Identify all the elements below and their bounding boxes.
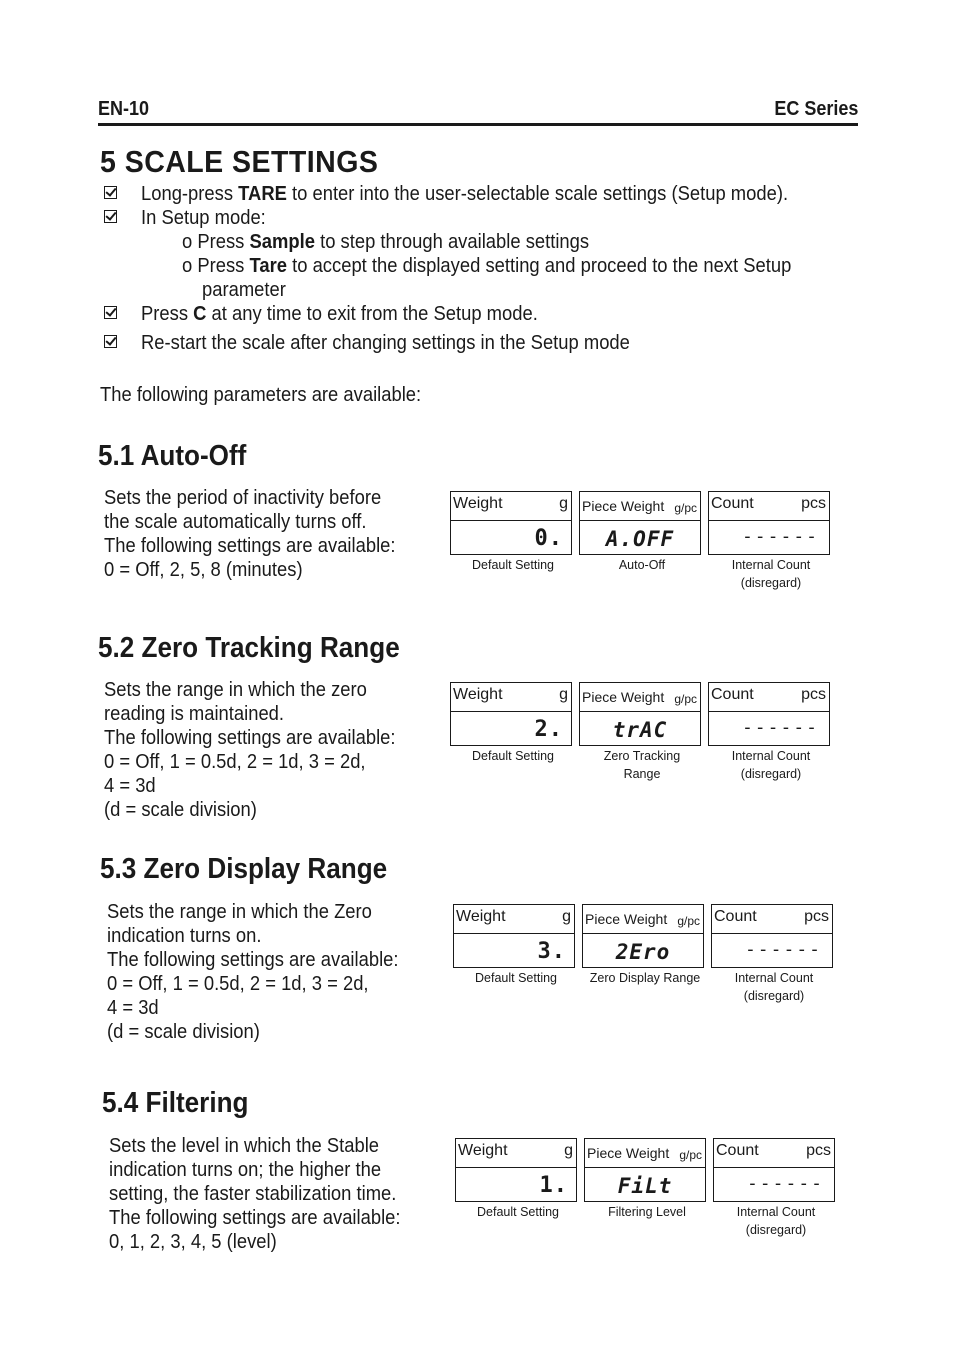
sub-bullet-tare: o Press Tare to accept the displayed setting and proceed to the next Setup bbox=[182, 255, 792, 277]
weight-display: Weight g 0. bbox=[450, 491, 572, 555]
caption-param: Filtering Level bbox=[608, 1205, 686, 1219]
count-display: Count pcs ------ bbox=[713, 1138, 835, 1202]
caption-count: Internal Count (disregard) bbox=[731, 749, 811, 781]
piece-weight-display: Piece Weight g/pc A.OFF bbox=[579, 491, 701, 555]
zero-tracking-text: Sets the range in which the zero reading is maintained. The following settings are available: 0 = Off, 1 = 0.5d, 2 = 1d, 3 = 2d, 4 = 3d (d = scale division) bbox=[104, 679, 396, 821]
weight-display: Weight g 2. bbox=[450, 682, 572, 746]
checkbox-icon bbox=[104, 335, 117, 348]
caption-count: Internal Count (disregard) bbox=[734, 971, 814, 1003]
count-display: Count pcs ------ bbox=[708, 682, 830, 746]
caption-param: Auto-Off bbox=[618, 558, 666, 572]
piece-weight-display: Piece Weight g/pc trAC bbox=[579, 682, 701, 746]
heading-zero-tracking: 5.2 Zero Tracking Range bbox=[98, 632, 400, 664]
heading-zero-display: 5.3 Zero Display Range bbox=[100, 853, 388, 885]
weight-display: Weight g 1. bbox=[455, 1138, 577, 1202]
sub-bullet-cont: parameter bbox=[202, 279, 286, 301]
weight-display: Weight g 3. bbox=[453, 904, 575, 968]
caption-default: Default Setting bbox=[472, 749, 554, 763]
bullet-press-c: Press C at any time to exit from the Setup mode. bbox=[141, 303, 538, 325]
page-number: EN-10 bbox=[98, 98, 150, 120]
intro-text: The following parameters are available: bbox=[100, 384, 422, 406]
count-display: Count pcs ------ bbox=[708, 491, 830, 555]
series-name: EC Series bbox=[773, 98, 858, 120]
bullet-setup-mode: In Setup mode: bbox=[141, 207, 266, 229]
heading-filtering: 5.4 Filtering bbox=[102, 1087, 249, 1119]
caption-count: Internal Count (disregard) bbox=[731, 558, 811, 590]
caption-default: Default Setting bbox=[472, 558, 554, 572]
auto-off-text: Sets the period of inactivity before the scale automatically turns off. The following settings are available: 0 = Off, 2, 5, 8 (minutes) bbox=[104, 487, 396, 581]
piece-weight-display: Piece Weight g/pc FiLt bbox=[584, 1138, 706, 1202]
caption-count: Internal Count (disregard) bbox=[736, 1205, 816, 1237]
header-rule bbox=[98, 123, 858, 126]
caption-default: Default Setting bbox=[477, 1205, 559, 1219]
section-title: 5 SCALE SETTINGS bbox=[100, 144, 379, 179]
caption-param: Zero Display Range bbox=[589, 971, 701, 985]
piece-weight-display: Piece Weight g/pc 2Ero bbox=[582, 904, 704, 968]
bullet-restart: Re-start the scale after changing settings in the Setup mode bbox=[141, 332, 630, 354]
count-display: Count pcs ------ bbox=[711, 904, 833, 968]
zero-display-text: Sets the range in which the Zero indication turns on. The following settings are available: 0 = Off, 1 = 0.5d, 2 = 1d, 3 = 2d, 4 = 3d (d = scale division) bbox=[107, 901, 399, 1043]
filtering-text: Sets the level in which the Stable indication turns on; the higher the setting, the faster stabilization time. The following settings are available: 0, 1, 2, 3, 4, 5 (level) bbox=[109, 1135, 401, 1253]
bullet-long-press: Long-press TARE to enter into the user-selectable scale settings (Setup mode). bbox=[141, 183, 789, 205]
caption-param: Zero Tracking Range bbox=[603, 749, 681, 781]
checkbox-icon bbox=[104, 306, 117, 319]
sub-bullet-sample: o Press Sample to step through available settings bbox=[182, 231, 590, 253]
checkbox-icon bbox=[104, 210, 117, 223]
checkbox-icon bbox=[104, 186, 117, 199]
caption-default: Default Setting bbox=[475, 971, 557, 985]
heading-auto-off: 5.1 Auto-Off bbox=[98, 440, 247, 472]
